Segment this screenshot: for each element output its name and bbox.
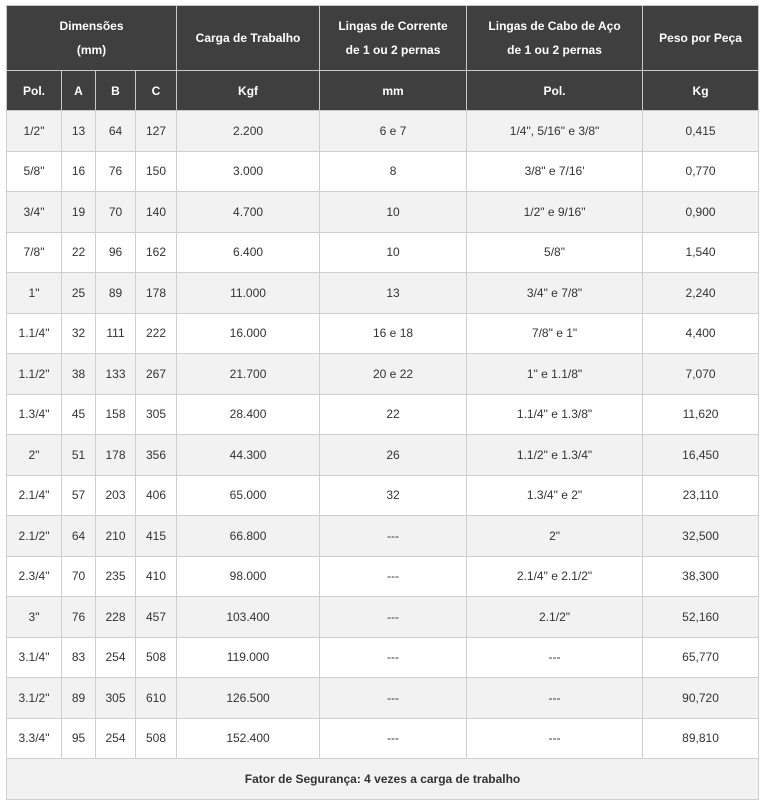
cell-c: 222 <box>136 313 177 354</box>
cell-weight: 1,540 <box>643 232 759 273</box>
cell-working-load: 4.700 <box>177 192 320 233</box>
cell-c: 410 <box>136 556 177 597</box>
cell-a: 25 <box>62 273 96 314</box>
cell-pol: 1.1/4" <box>7 313 62 354</box>
cell-cable-pol: --- <box>467 718 643 759</box>
cell-chain-mm: 10 <box>320 192 467 233</box>
cell-weight: 0,770 <box>643 151 759 192</box>
cell-c: 150 <box>136 151 177 192</box>
cell-cable-pol: 1.1/2" e 1.3/4" <box>467 435 643 476</box>
cell-weight: 0,415 <box>643 111 759 152</box>
cell-chain-mm: --- <box>320 556 467 597</box>
cell-weight: 38,300 <box>643 556 759 597</box>
header-chain-slings <box>320 6 467 71</box>
cell-pol: 3.1/2" <box>7 678 62 719</box>
table-row <box>7 192 759 233</box>
cell-cable-pol: 2.1/4" e 2.1/2" <box>467 556 643 597</box>
table-row <box>7 111 759 152</box>
cell-chain-mm: 20 e 22 <box>320 354 467 395</box>
cell-pol: 3/4" <box>7 192 62 233</box>
table-row <box>7 151 759 192</box>
cell-cable-pol: 1" e 1.1/8" <box>467 354 643 395</box>
cell-chain-mm: 22 <box>320 394 467 435</box>
cell-c: 162 <box>136 232 177 273</box>
cell-c: 127 <box>136 111 177 152</box>
cell-c: 140 <box>136 192 177 233</box>
header-working-load: Carga de Trabalho <box>177 6 320 71</box>
cell-c: 178 <box>136 273 177 314</box>
cell-pol: 3.1/4" <box>7 637 62 678</box>
subheader-row <box>7 71 759 111</box>
cell-chain-mm: 32 <box>320 475 467 516</box>
footer-row <box>7 759 759 800</box>
cell-working-load: 66.800 <box>177 516 320 557</box>
cell-chain-mm: --- <box>320 718 467 759</box>
header-weight: Peso por Peça <box>643 6 759 71</box>
cell-c: 406 <box>136 475 177 516</box>
table-row <box>7 516 759 557</box>
cell-working-load: 119.000 <box>177 637 320 678</box>
cell-chain-mm: 13 <box>320 273 467 314</box>
table-row <box>7 354 759 395</box>
cell-working-load: 11.000 <box>177 273 320 314</box>
header-wire-rope-slings-line2: de 1 ou 2 pernas <box>507 43 602 57</box>
cell-b: 254 <box>96 637 136 678</box>
cell-a: 16 <box>62 151 96 192</box>
cell-c: 457 <box>136 597 177 638</box>
cell-b: 70 <box>96 192 136 233</box>
cell-b: 178 <box>96 435 136 476</box>
table-row <box>7 637 759 678</box>
cell-pol: 1/2" <box>7 111 62 152</box>
cell-c: 508 <box>136 718 177 759</box>
cell-working-load: 44.300 <box>177 435 320 476</box>
cell-working-load: 3.000 <box>177 151 320 192</box>
cell-a: 70 <box>62 556 96 597</box>
cell-chain-mm: 6 e 7 <box>320 111 467 152</box>
cell-working-load: 65.000 <box>177 475 320 516</box>
header-wire-rope-slings <box>467 6 643 71</box>
header-dimensions-unit: (mm) <box>76 43 107 57</box>
header-dimensions-label: Dimensões <box>59 19 124 33</box>
table-row <box>7 313 759 354</box>
cell-working-load: 103.400 <box>177 597 320 638</box>
cell-working-load: 6.400 <box>177 232 320 273</box>
cell-working-load: 21.700 <box>177 354 320 395</box>
cell-c: 415 <box>136 516 177 557</box>
header-row <box>7 6 759 71</box>
table-row <box>7 718 759 759</box>
cell-cable-pol: 1/4", 5/16" e 3/8" <box>467 111 643 152</box>
spec-table <box>6 5 759 800</box>
cell-weight: 32,500 <box>643 516 759 557</box>
cell-chain-mm: 16 e 18 <box>320 313 467 354</box>
cell-weight: 90,720 <box>643 678 759 719</box>
cell-cable-pol: 5/8" <box>467 232 643 273</box>
cell-b: 210 <box>96 516 136 557</box>
cell-weight: 52,160 <box>643 597 759 638</box>
cell-a: 95 <box>62 718 96 759</box>
cell-weight: 7,070 <box>643 354 759 395</box>
cell-working-load: 126.500 <box>177 678 320 719</box>
cell-b: 89 <box>96 273 136 314</box>
cell-cable-pol: 1/2" e 9/16" <box>467 192 643 233</box>
cell-chain-mm: --- <box>320 597 467 638</box>
cell-working-load: 152.400 <box>177 718 320 759</box>
cell-a: 57 <box>62 475 96 516</box>
cell-a: 13 <box>62 111 96 152</box>
subheader-kg: Kg <box>643 71 759 111</box>
header-chain-slings-line2: de 1 ou 2 pernas <box>345 43 441 57</box>
cell-b: 111 <box>96 313 136 354</box>
cell-cable-pol: 1.3/4" e 2" <box>467 475 643 516</box>
cell-b: 203 <box>96 475 136 516</box>
cell-b: 133 <box>96 354 136 395</box>
cell-working-load: 98.000 <box>177 556 320 597</box>
cell-chain-mm: --- <box>320 637 467 678</box>
cell-b: 96 <box>96 232 136 273</box>
cell-weight: 4,400 <box>643 313 759 354</box>
table-row <box>7 678 759 719</box>
header-dimensions <box>7 6 177 71</box>
header-chain-slings-line1: Lingas de Corrente <box>338 19 448 33</box>
cell-pol: 3" <box>7 597 62 638</box>
cell-cable-pol: --- <box>467 678 643 719</box>
table-row <box>7 556 759 597</box>
cell-pol: 3.3/4" <box>7 718 62 759</box>
cell-a: 83 <box>62 637 96 678</box>
cell-pol: 5/8" <box>7 151 62 192</box>
table-header <box>7 6 759 111</box>
cell-cable-pol: 2" <box>467 516 643 557</box>
table-row <box>7 232 759 273</box>
cell-pol: 1" <box>7 273 62 314</box>
cell-b: 158 <box>96 394 136 435</box>
cell-working-load: 2.200 <box>177 111 320 152</box>
subheader-pol-cable: Pol. <box>467 71 643 111</box>
cell-pol: 2.3/4" <box>7 556 62 597</box>
cell-pol: 2.1/4" <box>7 475 62 516</box>
cell-a: 22 <box>62 232 96 273</box>
cell-c: 610 <box>136 678 177 719</box>
cell-cable-pol: 7/8" e 1" <box>467 313 643 354</box>
table-body <box>7 111 759 800</box>
cell-cable-pol: 2.1/2" <box>467 597 643 638</box>
cell-cable-pol: 3/4" e 7/8" <box>467 273 643 314</box>
cell-c: 305 <box>136 394 177 435</box>
table-row <box>7 597 759 638</box>
cell-b: 64 <box>96 111 136 152</box>
cell-weight: 0,900 <box>643 192 759 233</box>
subheader-c: C <box>136 71 177 111</box>
subheader-pol: Pol. <box>7 71 62 111</box>
subheader-kgf: Kgf <box>177 71 320 111</box>
cell-working-load: 28.400 <box>177 394 320 435</box>
cell-a: 89 <box>62 678 96 719</box>
cell-c: 267 <box>136 354 177 395</box>
cell-pol: 2" <box>7 435 62 476</box>
table-row <box>7 273 759 314</box>
table-row <box>7 435 759 476</box>
cell-cable-pol: --- <box>467 637 643 678</box>
cell-chain-mm: 10 <box>320 232 467 273</box>
cell-working-load: 16.000 <box>177 313 320 354</box>
subheader-b: B <box>96 71 136 111</box>
table-row <box>7 475 759 516</box>
cell-weight: 23,110 <box>643 475 759 516</box>
header-wire-rope-slings-line1: Lingas de Cabo de Aço <box>488 19 621 33</box>
cell-chain-mm: 26 <box>320 435 467 476</box>
cell-a: 45 <box>62 394 96 435</box>
cell-c: 508 <box>136 637 177 678</box>
cell-a: 51 <box>62 435 96 476</box>
cell-a: 32 <box>62 313 96 354</box>
cell-weight: 2,240 <box>643 273 759 314</box>
cell-b: 235 <box>96 556 136 597</box>
cell-a: 38 <box>62 354 96 395</box>
table-row <box>7 394 759 435</box>
cell-chain-mm: --- <box>320 678 467 719</box>
cell-chain-mm: --- <box>320 516 467 557</box>
cell-pol: 1.3/4" <box>7 394 62 435</box>
cell-pol: 1.1/2" <box>7 354 62 395</box>
cell-a: 76 <box>62 597 96 638</box>
cell-a: 64 <box>62 516 96 557</box>
cell-cable-pol: 1.1/4" e 1.3/8" <box>467 394 643 435</box>
cell-weight: 16,450 <box>643 435 759 476</box>
subheader-a: A <box>62 71 96 111</box>
cell-cable-pol: 3/8" e 7/16' <box>467 151 643 192</box>
cell-b: 305 <box>96 678 136 719</box>
cell-chain-mm: 8 <box>320 151 467 192</box>
cell-b: 76 <box>96 151 136 192</box>
cell-pol: 7/8" <box>7 232 62 273</box>
cell-a: 19 <box>62 192 96 233</box>
cell-weight: 11,620 <box>643 394 759 435</box>
cell-b: 228 <box>96 597 136 638</box>
cell-pol: 2.1/2" <box>7 516 62 557</box>
safety-factor-note: Fator de Segurança: 4 vezes a carga de trabalho <box>7 759 759 800</box>
cell-b: 254 <box>96 718 136 759</box>
subheader-mm: mm <box>320 71 467 111</box>
cell-weight: 65,770 <box>643 637 759 678</box>
cell-weight: 89,810 <box>643 718 759 759</box>
cell-c: 356 <box>136 435 177 476</box>
